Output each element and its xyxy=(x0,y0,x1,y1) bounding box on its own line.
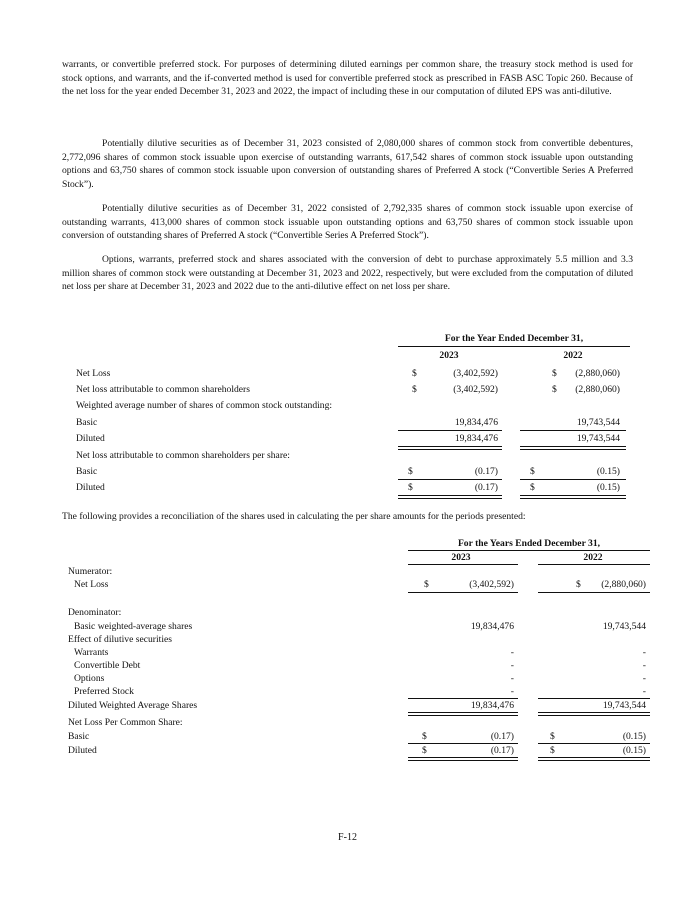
table1-col-2023: 2023 xyxy=(439,350,459,361)
currency-symbol: $ xyxy=(424,579,429,590)
currency-symbol: $ xyxy=(576,579,581,590)
table1-rule xyxy=(398,479,502,480)
currency-symbol: $ xyxy=(412,368,417,379)
table2-value-2023: - xyxy=(510,647,514,658)
table1-value-2023: (0.17) xyxy=(474,466,498,477)
table2-value-2022: (2,880,060) xyxy=(601,579,646,590)
table2-double-rule xyxy=(538,757,650,761)
table2-rule xyxy=(538,592,650,593)
currency-symbol: $ xyxy=(552,368,557,379)
table1-value-2022: (0.15) xyxy=(596,482,620,493)
table1-value-2022: (2,880,060) xyxy=(575,384,620,395)
table2-value-2022: - xyxy=(642,660,646,671)
table1-value-2023: (3,402,592) xyxy=(453,368,498,379)
table2-section-label: Denominator: xyxy=(68,607,122,618)
table2-header: For the Years Ended December 31, xyxy=(457,538,601,549)
table1-row-label: Basic xyxy=(76,417,98,428)
table2-value-2022: - xyxy=(642,686,646,697)
currency-symbol: $ xyxy=(530,466,535,477)
table2-double-rule xyxy=(408,712,518,716)
table1-value-2023: (0.17) xyxy=(474,482,498,493)
table2-double-rule xyxy=(538,712,650,716)
table1-double-rule xyxy=(520,495,626,499)
table1-rule xyxy=(398,430,502,431)
table2-row-label: Diluted xyxy=(68,745,97,756)
table2-value-2022: (0.15) xyxy=(622,731,646,742)
currency-symbol: $ xyxy=(530,482,535,493)
table2-value-2023: - xyxy=(510,660,514,671)
currency-symbol: $ xyxy=(408,466,413,477)
table1-header-rule xyxy=(398,346,630,347)
table2-value-2023: - xyxy=(510,673,514,684)
table1-row-label: Basic xyxy=(76,466,98,477)
currency-symbol: $ xyxy=(412,384,417,395)
table2-row-label: Preferred Stock xyxy=(74,686,134,697)
table2-value-2023: (3,402,592) xyxy=(469,579,514,590)
table2-col-2022: 2022 xyxy=(583,552,603,563)
table2-row-label: Basic xyxy=(68,731,90,742)
paragraph-excluded-shares: Options, warrants, preferred stock and shares associated with the conversion of debt to purchase approximately 5.5 million and 3.3 million shares of common stock were outstanding at December 31, 2023 and 2022, respectively, but were excluded from the computation of diluted net loss per share at December 31, 2023 and 2022 due to the anti-dilutive effect on net loss per share. xyxy=(62,254,633,293)
table2-row-label: Diluted Weighted Average Shares xyxy=(68,700,198,711)
table2-value-2022: - xyxy=(642,647,646,658)
table1-row-label: Net Loss xyxy=(76,368,111,379)
table2-value-2023: 19,834,476 xyxy=(470,700,514,711)
table1-row-label: Diluted xyxy=(76,482,105,493)
table1-value-2023: 19,834,476 xyxy=(454,417,498,428)
table1-value-2022: 19,743,544 xyxy=(576,433,620,444)
table2-value-2023: (0.17) xyxy=(490,745,514,756)
table2-rule xyxy=(408,564,518,565)
table2-rule xyxy=(538,564,650,565)
table2-col-2023: 2023 xyxy=(451,552,471,563)
table1-double-rule xyxy=(398,495,502,499)
table1-section-label: Net loss attributable to common shareholders per share: xyxy=(76,450,290,461)
table2-section-label: Net Loss Per Common Share: xyxy=(68,717,183,728)
table1-double-rule xyxy=(520,446,626,450)
currency-symbol: $ xyxy=(422,745,427,756)
table2-row-label: Options xyxy=(74,673,105,684)
table1-rule xyxy=(520,430,626,431)
table1-value-2023: (3,402,592) xyxy=(453,384,498,395)
paragraph-reconciliation-intro: The following provides a reconciliation of the shares used in calculating the per share amounts for the periods presented: xyxy=(62,511,526,522)
table1-value-2023: 19,834,476 xyxy=(454,433,498,444)
table1-section-label: Weighted average number of shares of common stock outstanding: xyxy=(76,400,333,411)
table2-value-2022: 19,743,544 xyxy=(602,621,646,632)
table2-section-label: Effect of dilutive securities xyxy=(68,634,172,645)
table1-col-2022: 2022 xyxy=(563,350,583,361)
table2-value-2023: - xyxy=(510,686,514,697)
table2-double-rule xyxy=(408,757,518,761)
table1-row-label: Diluted xyxy=(76,433,105,444)
table2-rule xyxy=(408,592,518,593)
table1-value-2022: (0.15) xyxy=(596,466,620,477)
table2-section-label: Numerator: xyxy=(68,566,113,577)
currency-symbol: $ xyxy=(550,745,555,756)
table2-row-label: Basic weighted-average shares xyxy=(74,621,193,632)
table1-value-2022: 19,743,544 xyxy=(576,417,620,428)
table2-row-label: Net Loss xyxy=(74,579,109,590)
paragraph-dilutive-2022: Potentially dilutive securities as of December 31, 2022 consisted of 2,792,335 shares of common stock issuable upon exercise of outstanding warrants, 413,000 shares of common stock issuable upon outstanding options and 63,750 shares of common stock issuable upon conversion of outstanding shares of Preferred A stock (“Convertible Series A Preferred Stock”). xyxy=(62,203,633,242)
table2-header-rule xyxy=(408,550,650,551)
table1-value-2022: (2,880,060) xyxy=(575,368,620,379)
table2-value-2022: (0.15) xyxy=(622,745,646,756)
paragraph-dilutive-2023: Potentially dilutive securities as of December 31, 2023 consisted of 2,080,000 shares of common stock from convertible debentures, 2,772,096 shares of common stock issuable upon exercise of outstanding warrants, 617,542 shares of common stock issuable upon outstanding options and 63,750 shares of common stock issuable upon conversion of outstanding shares of Preferred A stock (“Convertible Series A Preferred Stock”). xyxy=(62,138,633,190)
table2-value-2022: 19,743,544 xyxy=(602,700,646,711)
table2-row-label: Warrants xyxy=(74,647,109,658)
currency-symbol: $ xyxy=(408,482,413,493)
currency-symbol: $ xyxy=(550,731,555,742)
currency-symbol: $ xyxy=(552,384,557,395)
table1-header: For the Year Ended December 31, xyxy=(444,333,584,344)
currency-symbol: $ xyxy=(422,731,427,742)
table1-row-label: Net loss attributable to common shareholders xyxy=(76,384,250,395)
table2-value-2023: 19,834,476 xyxy=(470,621,514,632)
table1-rule xyxy=(520,479,626,480)
table2-value-2023: (0.17) xyxy=(490,731,514,742)
table1-double-rule xyxy=(398,446,502,450)
table2-row-label: Convertible Debt xyxy=(74,660,141,671)
table2-value-2022: - xyxy=(642,673,646,684)
page-number: F-12 xyxy=(338,832,357,843)
paragraph-eps-method: warrants, or convertible preferred stock. For purposes of determining diluted earnings per common share, the treasury stock method is used for stock options, and warrants, and the if-converted method is used for convertible preferred stock as prescribed in FASB ASC Topic 260. Because of the net loss for the year ended December 31, 2023 and 2022, the impact of including these in our computation of diluted EPS was anti-dilutive. xyxy=(62,59,633,98)
